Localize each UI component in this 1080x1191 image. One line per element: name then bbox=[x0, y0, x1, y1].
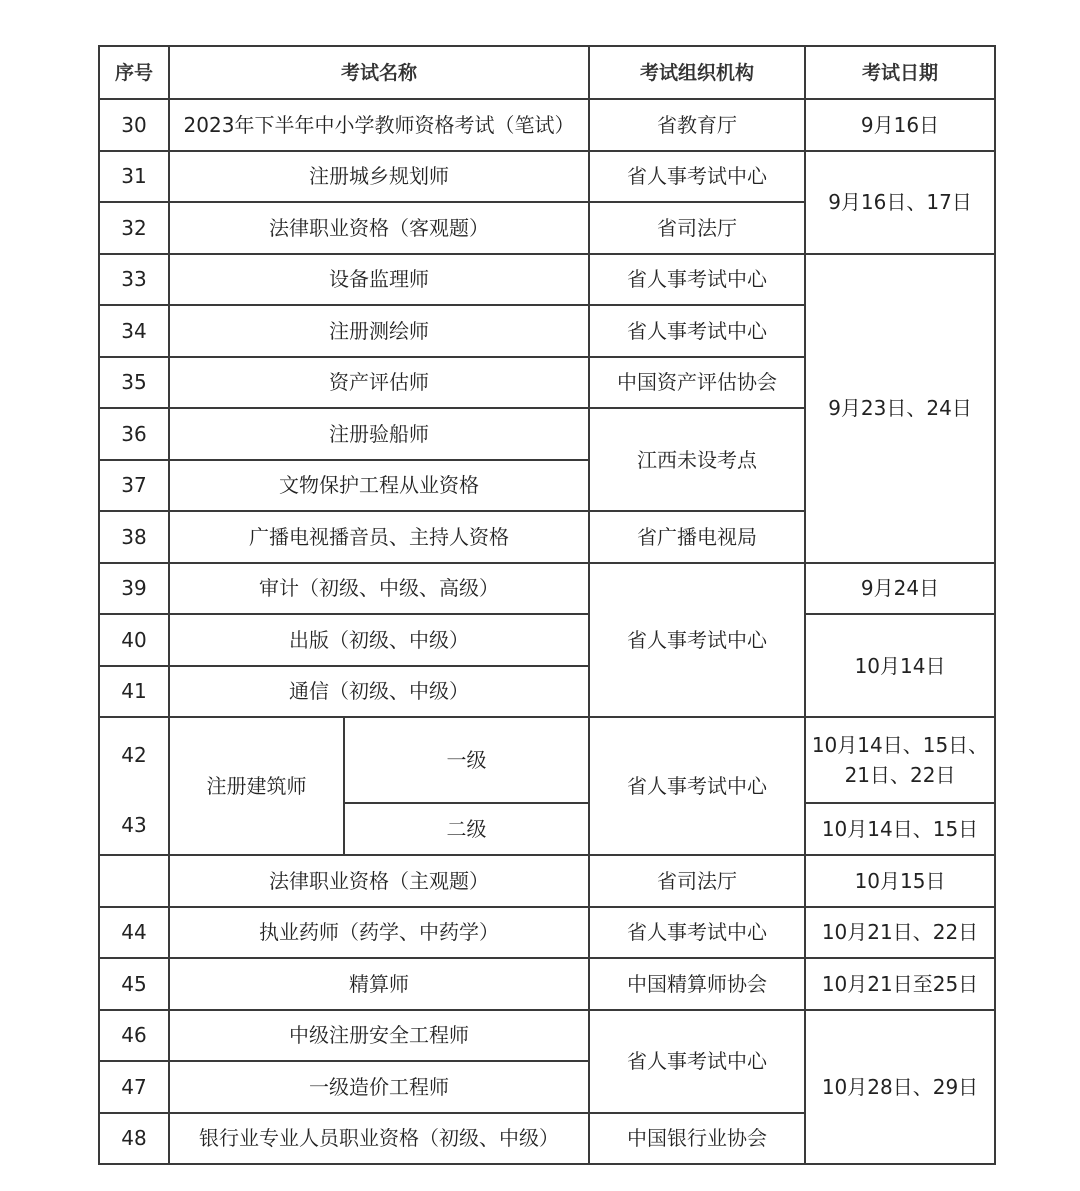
cell-text: 银行业专业人员职业资格（初级、中级） bbox=[199, 1126, 559, 1151]
table-cell bbox=[99, 202, 169, 254]
cell-text: 中国精算师协会 bbox=[627, 971, 768, 996]
table-cell bbox=[99, 408, 169, 460]
cell-text: 通信（初级、中级） bbox=[289, 679, 469, 704]
cell-text: 出版（初级、中级） bbox=[289, 627, 469, 652]
table-cell bbox=[805, 99, 995, 151]
table-cell bbox=[169, 958, 589, 1010]
cell-text: 47 bbox=[121, 1074, 147, 1099]
table-cell bbox=[169, 1010, 589, 1062]
table-row bbox=[99, 855, 995, 907]
seq-number: 42 bbox=[121, 743, 147, 767]
table-cell bbox=[99, 958, 169, 1010]
cell-text: 省广播电视局 bbox=[637, 524, 758, 549]
cell-text: 省人事考试中心 bbox=[627, 774, 768, 798]
table-row bbox=[99, 151, 995, 203]
cell-text: 注册建筑师 bbox=[206, 774, 307, 798]
table-cell bbox=[99, 666, 169, 718]
table-cell bbox=[99, 614, 169, 666]
cell-text: 精算师 bbox=[349, 971, 409, 996]
table-cell bbox=[589, 99, 805, 151]
cell-text: 2023年下半年中小学教师资格考试（笔试） bbox=[183, 112, 575, 137]
table-cell bbox=[99, 511, 169, 563]
table-cell bbox=[99, 563, 169, 615]
table-cell bbox=[805, 1010, 995, 1165]
table-cell bbox=[589, 151, 805, 203]
header-seq: 序号 bbox=[99, 46, 169, 99]
cell-text: 省人事考试中心 bbox=[627, 920, 768, 945]
cell-text: 一级造价工程师 bbox=[309, 1074, 449, 1099]
header-exam-name: 考试名称 bbox=[169, 46, 589, 99]
table-cell bbox=[99, 1061, 169, 1113]
table-cell bbox=[169, 666, 589, 718]
table-cell bbox=[805, 855, 995, 907]
table-cell bbox=[805, 717, 995, 803]
table-cell bbox=[805, 563, 995, 615]
table-row bbox=[99, 99, 995, 151]
table-cell bbox=[589, 254, 805, 306]
table-cell bbox=[169, 151, 589, 203]
table-cell bbox=[169, 1061, 589, 1113]
cell-text: 9月24日 bbox=[860, 576, 940, 601]
table-row bbox=[99, 614, 995, 666]
cell-text: 41 bbox=[121, 679, 147, 704]
table-cell bbox=[169, 202, 589, 254]
table-cell bbox=[169, 563, 589, 615]
cell-text: 46 bbox=[121, 1023, 147, 1048]
table-cell bbox=[99, 254, 169, 306]
cell-text: 10月14日 bbox=[854, 653, 946, 678]
cell-text: 一级 bbox=[446, 748, 487, 772]
table-cell bbox=[169, 460, 589, 512]
table-cell bbox=[344, 717, 589, 803]
cell-text: 34 bbox=[121, 318, 147, 343]
cell-text: 省人事考试中心 bbox=[627, 1049, 768, 1073]
table-cell bbox=[589, 202, 805, 254]
cell-text: 10月28日、29日 bbox=[821, 1074, 979, 1099]
cell-text: 35 bbox=[121, 370, 147, 395]
exam-schedule-table bbox=[98, 45, 996, 1165]
cell-text: 9月16日、17日 bbox=[828, 190, 972, 214]
cell-text: 10月15日 bbox=[854, 868, 946, 893]
table-cell bbox=[589, 717, 805, 855]
cell-text: 省教育厅 bbox=[657, 112, 738, 137]
cell-text: 资产评估师 bbox=[329, 370, 429, 395]
table-cell bbox=[99, 1010, 169, 1062]
table-row bbox=[99, 1010, 995, 1062]
table-cell bbox=[169, 855, 589, 907]
cell-text: 33 bbox=[121, 267, 147, 292]
cell-text: 审计（初级、中级、高级） bbox=[259, 576, 499, 601]
header-organizer: 考试组织机构 bbox=[589, 46, 805, 99]
table-cell bbox=[344, 803, 589, 855]
cell-text: 省人事考试中心 bbox=[627, 164, 768, 189]
cell-text: 法律职业资格（客观题） bbox=[269, 215, 489, 240]
table-cell bbox=[99, 357, 169, 409]
cell-text: 30 bbox=[121, 112, 147, 137]
table-row bbox=[99, 907, 995, 959]
cell-text: 10月14日、15日 bbox=[821, 817, 979, 841]
cell-text: 省司法厅 bbox=[657, 868, 738, 893]
table-row bbox=[99, 563, 995, 615]
cell-text: 省人事考试中心 bbox=[627, 627, 768, 652]
table-cell bbox=[589, 511, 805, 563]
cell-text: 中国银行业协会 bbox=[627, 1126, 768, 1151]
cell-text: 10月21日、22日 bbox=[821, 920, 979, 945]
table-cell bbox=[805, 907, 995, 959]
table-cell bbox=[99, 99, 169, 151]
cell-text: 9月23日、24日 bbox=[828, 396, 972, 420]
table-cell bbox=[805, 254, 995, 563]
table-cell bbox=[805, 958, 995, 1010]
table-cell bbox=[589, 563, 805, 718]
table-cell bbox=[99, 460, 169, 512]
table-cell bbox=[99, 907, 169, 959]
table-cell bbox=[805, 803, 995, 855]
table-cell bbox=[169, 408, 589, 460]
cell-text: 32 bbox=[121, 215, 147, 240]
table-cell bbox=[169, 907, 589, 959]
table-cell bbox=[589, 1113, 805, 1165]
table-cell bbox=[589, 958, 805, 1010]
table-cell bbox=[169, 1113, 589, 1165]
table-cell bbox=[589, 357, 805, 409]
cell-text: 48 bbox=[121, 1126, 147, 1151]
cell-text: 省司法厅 bbox=[657, 215, 738, 240]
cell-text: 江西未设考点 bbox=[637, 447, 758, 472]
cell-text: 45 bbox=[121, 971, 147, 996]
cell-text: 注册城乡规划师 bbox=[309, 164, 449, 189]
cell-text: 44 bbox=[121, 920, 147, 945]
cell-text: 注册验船师 bbox=[329, 421, 429, 446]
table-row bbox=[99, 958, 995, 1010]
cell-text: 执业药师（药学、中药学） bbox=[259, 920, 499, 945]
table-cell bbox=[589, 855, 805, 907]
cell-text: 法律职业资格（主观题） bbox=[269, 868, 489, 893]
table-cell bbox=[169, 357, 589, 409]
table-cell bbox=[589, 408, 805, 511]
table-cell bbox=[589, 1010, 805, 1113]
table-cell bbox=[169, 511, 589, 563]
cell-text: 31 bbox=[121, 164, 147, 189]
cell-text: 文物保护工程从业资格 bbox=[279, 473, 479, 498]
cell-text: 21日、22日 bbox=[844, 763, 956, 787]
table-cell bbox=[169, 717, 344, 855]
cell-text: 广播电视播音员、主持人资格 bbox=[249, 524, 509, 549]
cell-text: 中国资产评估协会 bbox=[617, 370, 778, 395]
table-cell bbox=[99, 717, 169, 855]
cell-text: 40 bbox=[121, 627, 147, 652]
table-cell bbox=[99, 1113, 169, 1165]
cell-text: 注册测绘师 bbox=[329, 318, 429, 343]
cell-text: 37 bbox=[121, 473, 147, 498]
cell-text: 38 bbox=[121, 524, 147, 549]
table-cell bbox=[169, 99, 589, 151]
table-cell bbox=[805, 151, 995, 254]
cell-text: 二级 bbox=[446, 817, 487, 841]
header-row bbox=[99, 46, 995, 99]
table-row bbox=[99, 254, 995, 306]
table-cell bbox=[99, 151, 169, 203]
table-cell bbox=[169, 254, 589, 306]
table-cell bbox=[589, 907, 805, 959]
cell-text: 36 bbox=[121, 421, 147, 446]
cell-text: 9月16日 bbox=[860, 112, 940, 137]
seq-number: 43 bbox=[121, 813, 147, 837]
cell-text: 省人事考试中心 bbox=[627, 267, 768, 292]
table-cell bbox=[805, 614, 995, 717]
header-date: 考试日期 bbox=[805, 46, 995, 99]
cell-text: 10月14日、15日、 bbox=[811, 733, 989, 757]
table-cell bbox=[589, 305, 805, 357]
cell-text: 省人事考试中心 bbox=[627, 318, 768, 343]
table-cell bbox=[169, 614, 589, 666]
table-row bbox=[99, 717, 995, 803]
cell-text: 10月21日至25日 bbox=[821, 971, 979, 996]
table-cell bbox=[99, 855, 169, 907]
cell-text: 39 bbox=[121, 576, 147, 601]
table-cell bbox=[99, 305, 169, 357]
cell-text: 设备监理师 bbox=[329, 267, 429, 292]
cell-text: 中级注册安全工程师 bbox=[289, 1023, 469, 1048]
table-cell bbox=[169, 305, 589, 357]
